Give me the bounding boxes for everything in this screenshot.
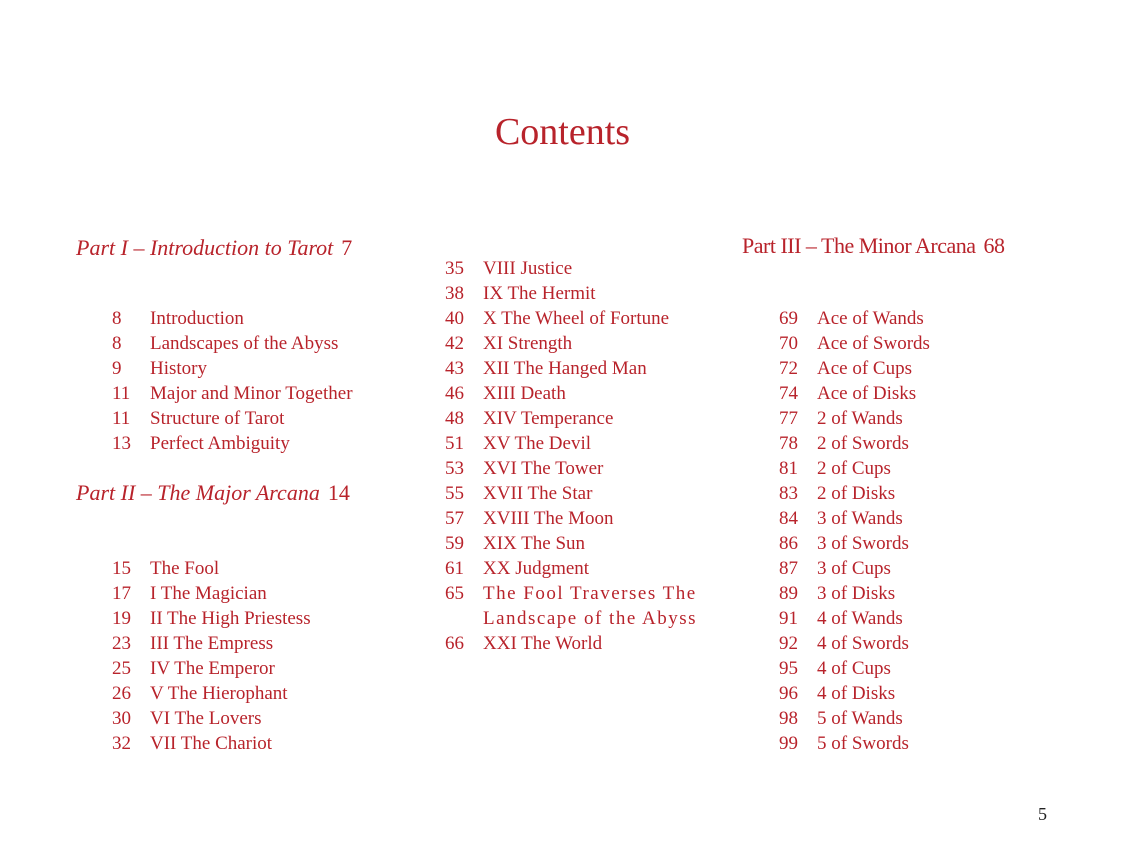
toc-entry-page: 95 <box>779 658 798 679</box>
toc-entry-title: Ace of Wands <box>817 308 924 329</box>
toc-entry-page: 77 <box>779 408 798 429</box>
toc-entry-page: 92 <box>779 633 798 654</box>
toc-entry-page: 8 <box>112 333 122 354</box>
toc-entry-page: 11 <box>112 408 131 429</box>
part-3-page: 68 <box>983 233 1005 258</box>
toc-entry-page: 13 <box>112 433 131 454</box>
toc-entry-page: 59 <box>445 533 464 554</box>
toc-entry-page: 11 <box>112 383 131 404</box>
toc-entry-page: 65 <box>445 583 464 604</box>
toc-entry-title: Landscapes of the Abyss <box>150 333 339 354</box>
toc-entry-page: 40 <box>445 308 464 329</box>
toc-entry-title: 3 of Disks <box>817 583 896 604</box>
toc-entry-title: XVII The Star <box>483 483 593 504</box>
toc-entry-title: X The Wheel of Fortune <box>483 308 670 329</box>
toc-entry-title: 4 of Swords <box>817 633 909 654</box>
toc-entry-title: XII The Hanged Man <box>483 358 647 379</box>
toc-entry-title: XVI The Tower <box>483 458 604 479</box>
toc-entry-title: Ace of Disks <box>817 383 917 404</box>
part-1-page: 7 <box>341 235 353 260</box>
toc-entry-page: 8 <box>112 308 122 329</box>
toc-entry-page: 91 <box>779 608 798 629</box>
toc-entry-title: The Fool <box>150 558 220 579</box>
toc-entry-title: The Fool Traverses The Landscape of the Abyss <box>483 583 697 629</box>
toc-entry-title: VI The Lovers <box>150 708 262 729</box>
toc-entry-page: 17 <box>112 583 131 604</box>
toc-entry-page: 43 <box>445 358 464 379</box>
toc-entry-page: 42 <box>445 333 464 354</box>
toc-entry-title: 2 of Cups <box>817 458 891 479</box>
toc-entry-title: IV The Emperor <box>150 658 275 679</box>
toc-entry-title: II The High Priestess <box>150 608 311 629</box>
toc-entry-title: XVIII The Moon <box>483 508 614 529</box>
toc-entry-page: 15 <box>112 558 131 579</box>
toc-entry-title: VII The Chariot <box>150 733 273 754</box>
part-3-label: Part III – The Minor Arcana <box>742 233 976 258</box>
toc-entry-title: 2 of Disks <box>817 483 896 504</box>
toc-entry-page: 53 <box>445 458 464 479</box>
part-3-heading <box>742 233 1005 259</box>
toc-entry-title: Ace of Swords <box>817 333 930 354</box>
toc-entry-page: 30 <box>112 708 131 729</box>
toc-entry-page: 83 <box>779 483 798 504</box>
toc-entry-page: 48 <box>445 408 464 429</box>
toc-entry-title: XXI The World <box>483 633 603 654</box>
toc-entry-title: V The Hierophant <box>150 683 288 704</box>
toc-entry-page: 38 <box>445 283 464 304</box>
toc-entry-title: I The Magician <box>150 583 267 604</box>
toc-entry-title: 5 of Wands <box>817 708 903 729</box>
toc-entry-page: 57 <box>445 508 464 529</box>
toc-entry-page: 55 <box>445 483 464 504</box>
part-2-label: Part II – The Major Arcana <box>76 480 320 505</box>
toc-entry-page: 99 <box>779 733 798 754</box>
part-2-heading <box>76 480 350 506</box>
toc-entry-page: 61 <box>445 558 464 579</box>
toc-entry-title: XV The Devil <box>483 433 592 454</box>
toc-entry-page: 69 <box>779 308 798 329</box>
toc-entry-title: 2 of Wands <box>817 408 903 429</box>
toc-entry-title: 3 of Cups <box>817 558 891 579</box>
toc-entry-title: 5 of Swords <box>817 733 909 754</box>
toc-entry-page: 46 <box>445 383 464 404</box>
part-2-page: 14 <box>327 480 350 505</box>
toc-entry-title: VIII Justice <box>483 258 573 279</box>
toc-entry-title: XX Judgment <box>483 558 590 579</box>
page-number: 5 <box>1038 804 1047 824</box>
toc-entry-title: IX The Hermit <box>483 283 596 304</box>
toc-entry-page: 19 <box>112 608 131 629</box>
toc-entry-page: 84 <box>779 508 798 529</box>
toc-entry-title: History <box>150 358 207 379</box>
toc-entry-page: 98 <box>779 708 798 729</box>
toc-entry-title: 4 of Disks <box>817 683 896 704</box>
toc-entry-title: 4 of Wands <box>817 608 903 629</box>
toc-entry-title: 2 of Swords <box>817 433 909 454</box>
toc-entry-page: 23 <box>112 633 131 654</box>
toc-entry-page: 51 <box>445 433 464 454</box>
toc-entry-page: 26 <box>112 683 131 704</box>
toc-entry-title: XIX The Sun <box>483 533 586 554</box>
toc-entry-page: 35 <box>445 258 464 279</box>
toc-entry-title: Structure of Tarot <box>150 408 285 429</box>
toc-entry-page: 66 <box>445 633 464 654</box>
toc-entry-title: Perfect Ambiguity <box>150 433 290 454</box>
toc-entry-page: 32 <box>112 733 131 754</box>
toc-entry-page: 86 <box>779 533 798 554</box>
toc-entry-title: XI Strength <box>483 333 573 354</box>
toc-entry-page: 70 <box>779 333 798 354</box>
toc-entry-title: XIV Temperance <box>483 408 614 429</box>
toc-entry-page: 72 <box>779 358 798 379</box>
toc-entry-title: Major and Minor Together <box>150 383 353 404</box>
toc-entry-title: 4 of Cups <box>817 658 891 679</box>
toc-entry-page: 9 <box>112 358 122 379</box>
toc-entry-title: III The Empress <box>150 633 274 654</box>
toc-entry-page: 78 <box>779 433 798 454</box>
part-1-label: Part I – Introduction to Tarot <box>76 235 334 260</box>
toc-entry-title: 3 of Wands <box>817 508 903 529</box>
toc-entry-page: 89 <box>779 583 798 604</box>
toc-entry-title: XIII Death <box>483 383 566 404</box>
toc-entry-page: 74 <box>779 383 798 404</box>
toc-entry-page: 81 <box>779 458 798 479</box>
toc-entry-page: 87 <box>779 558 798 579</box>
toc-entry-title: 3 of Swords <box>817 533 909 554</box>
toc-entry-title: Introduction <box>150 308 244 329</box>
toc-entry-page: 96 <box>779 683 798 704</box>
toc-entry-page: 25 <box>112 658 131 679</box>
part-1-heading <box>76 235 352 261</box>
page-title: Contents <box>494 111 631 153</box>
toc-entry-title: Ace of Cups <box>817 358 912 379</box>
